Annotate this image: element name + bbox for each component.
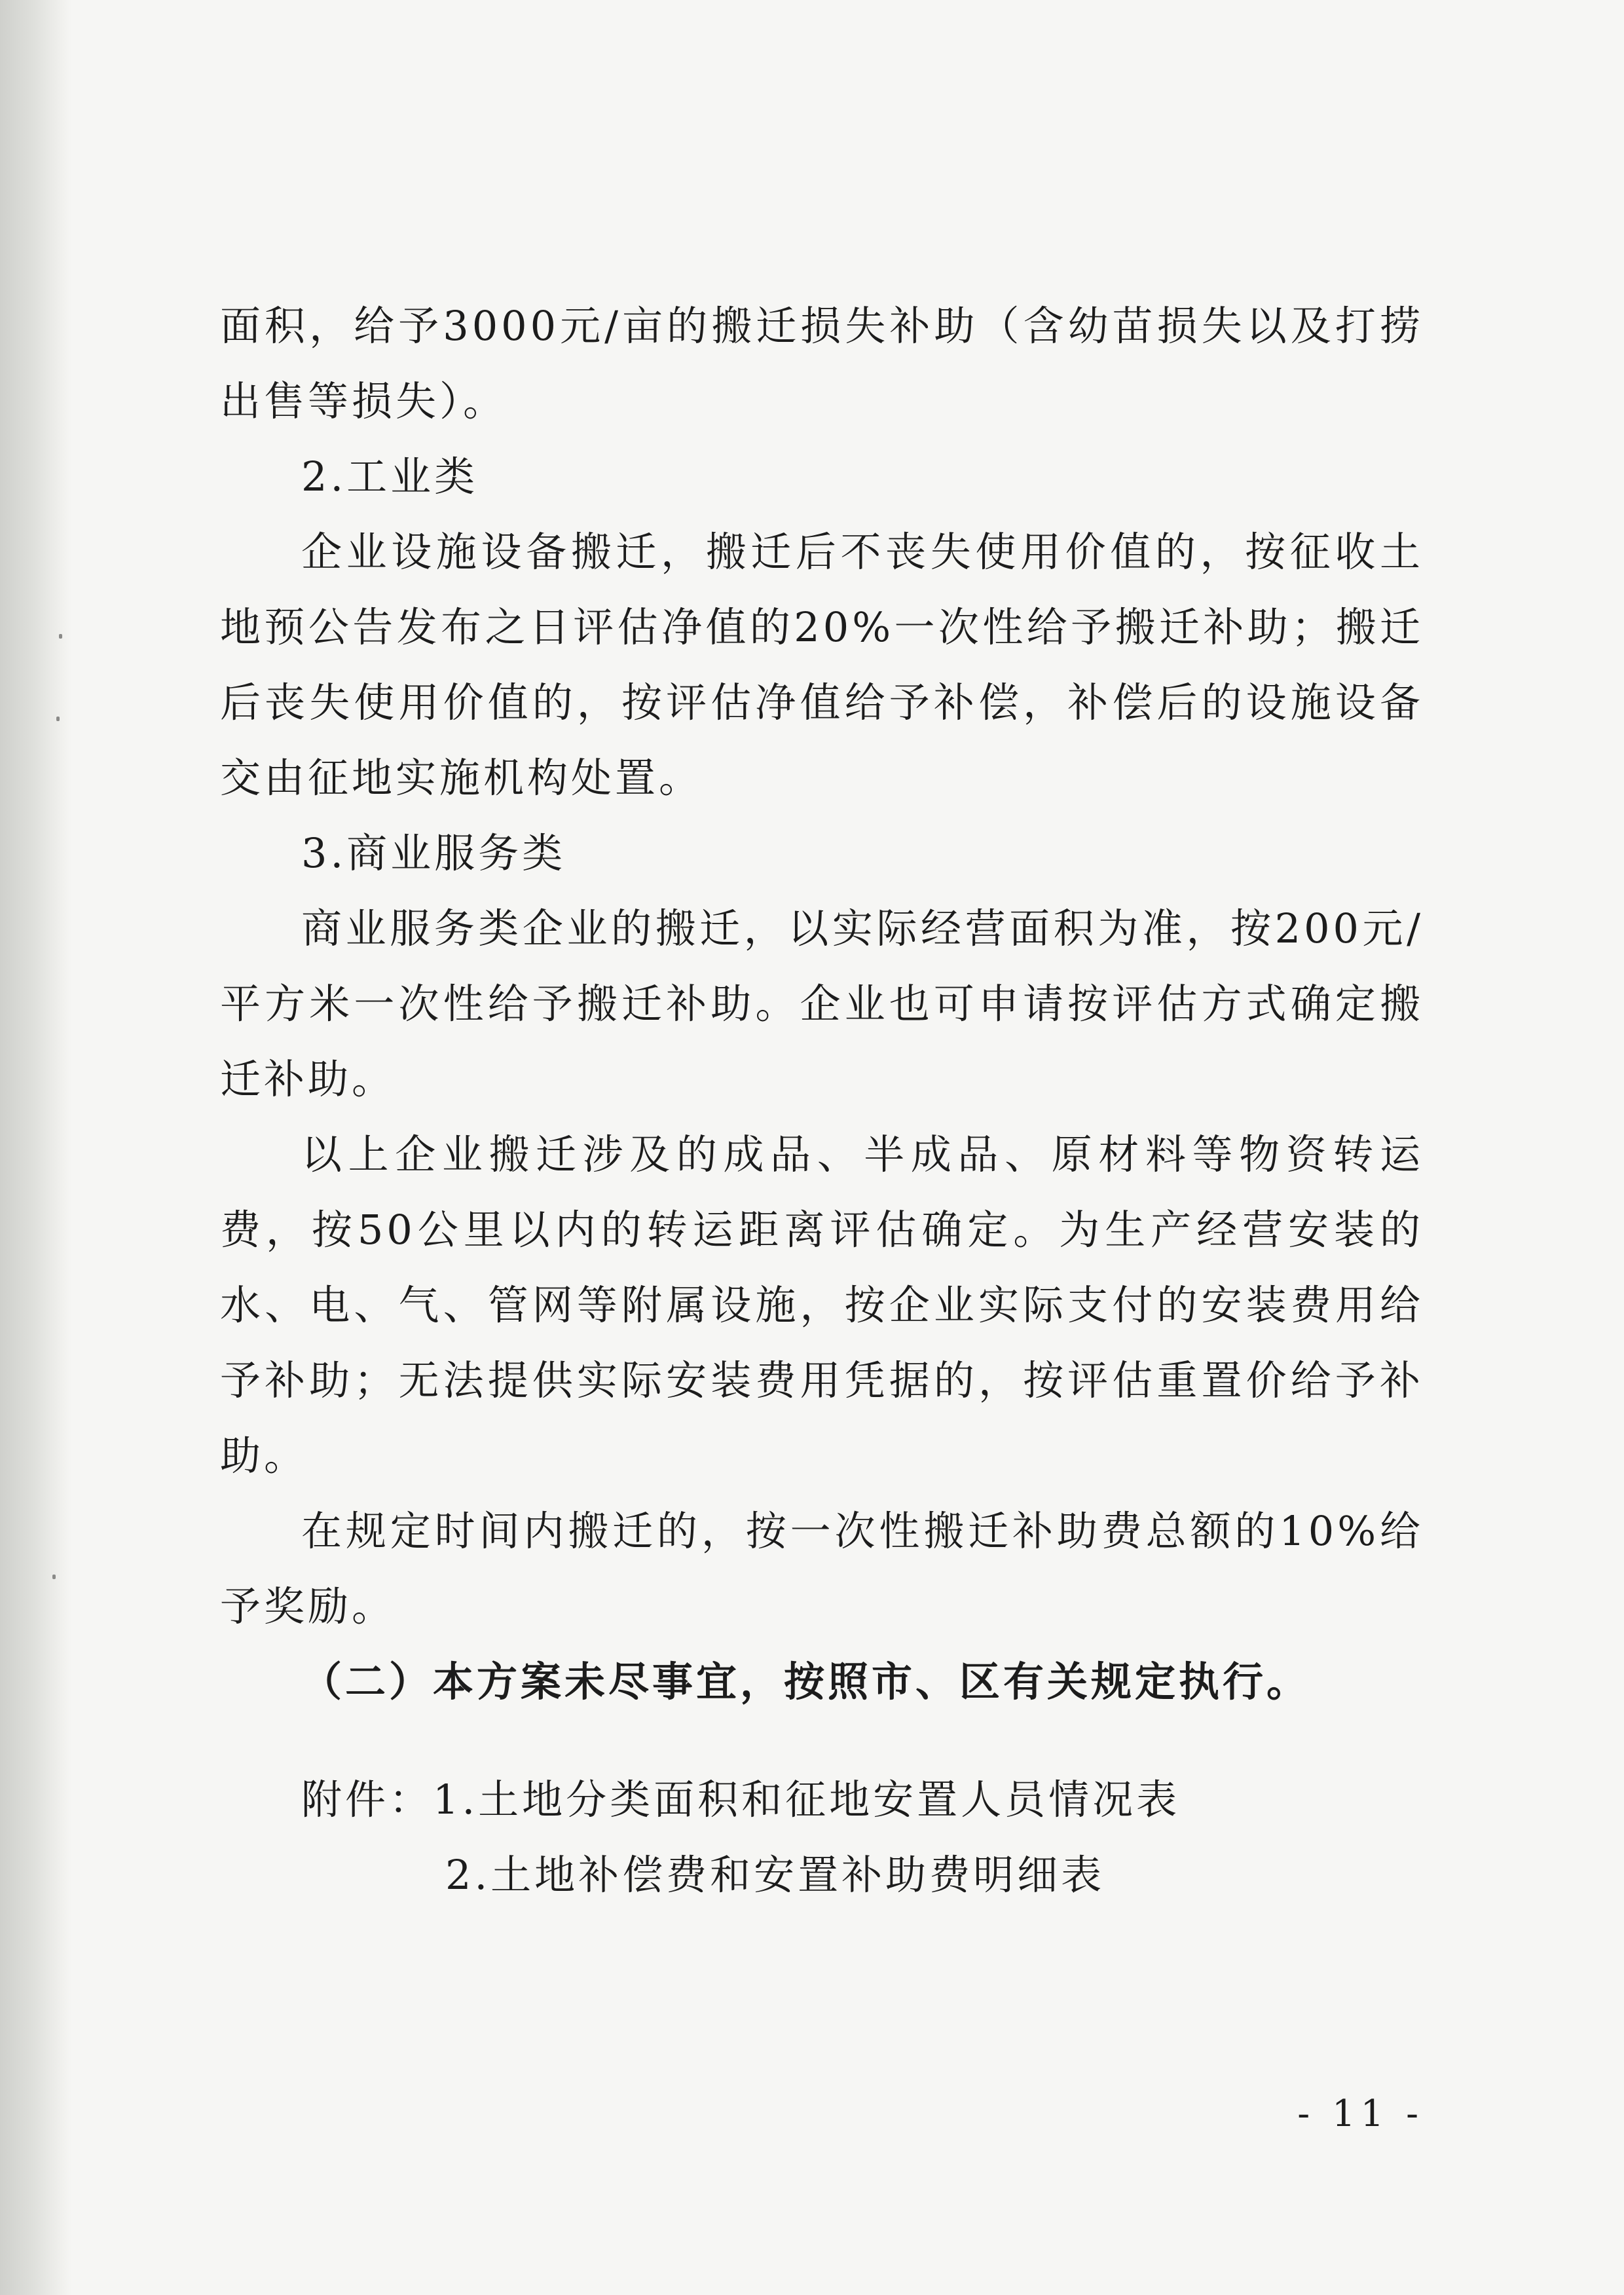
scan-shadow-edge	[0, 0, 72, 2295]
attachment-item-2: 2.土地补偿费和安置补助费明细表	[445, 1851, 1105, 1899]
attachment-item	[220, 1762, 1424, 1837]
scan-speck	[59, 634, 62, 639]
attachment-item	[220, 1837, 1424, 1912]
attachment-label: 附件：	[301, 1776, 434, 1823]
paragraph-transport: 以上企业搬迁涉及的成品、半成品、原材料等物资转运费，按50公里以内的转运距离评估确定。为生产经营安装的水、电、气、管网等附属设施，按企业实际支付的安装费用给予补助；无法提供实际安装费用凭据的，按评估重置价给予补助。	[220, 1130, 1424, 1480]
attachments-list	[220, 1762, 1424, 1912]
section-heading-commercial: 3.商业服务类	[301, 829, 566, 877]
scan-speck	[52, 1575, 56, 1579]
paragraph-industrial: 企业设施设备搬迁，搬迁后不丧失使用价值的，按征收土地预公告发布之日评估净值的20%一次性给予搬迁补助；搬迁后丧失使用价值的，按评估净值给予补偿，补偿后的设施设备交由征地实施机构处置。	[220, 528, 1424, 802]
section-heading-industrial: 2.工业类	[301, 453, 479, 500]
attachment-item-1: 1.土地分类面积和征地安置人员情况表	[433, 1776, 1181, 1823]
paragraph-continuation: 面积，给予3000元/亩的搬迁损失补助（含幼苗损失以及打捞出售等损失）。	[220, 302, 1424, 425]
section-heading-other: （二）本方案未尽事宜，按照市、区有关规定执行。	[301, 1658, 1311, 1706]
paragraph-commercial: 商业服务类企业的搬迁，以实际经营面积为准，按200元/平方米一次性给予搬迁补助。企业也可申请按评估方式确定搬迁补助。	[220, 905, 1424, 1103]
paragraph-reward: 在规定时间内搬迁的，按一次性搬迁补助费总额的10%给予奖励。	[220, 1507, 1424, 1630]
scan-speck	[56, 717, 60, 721]
page-number: - 11 -	[1297, 2093, 1424, 2135]
document-body	[220, 288, 1424, 1719]
